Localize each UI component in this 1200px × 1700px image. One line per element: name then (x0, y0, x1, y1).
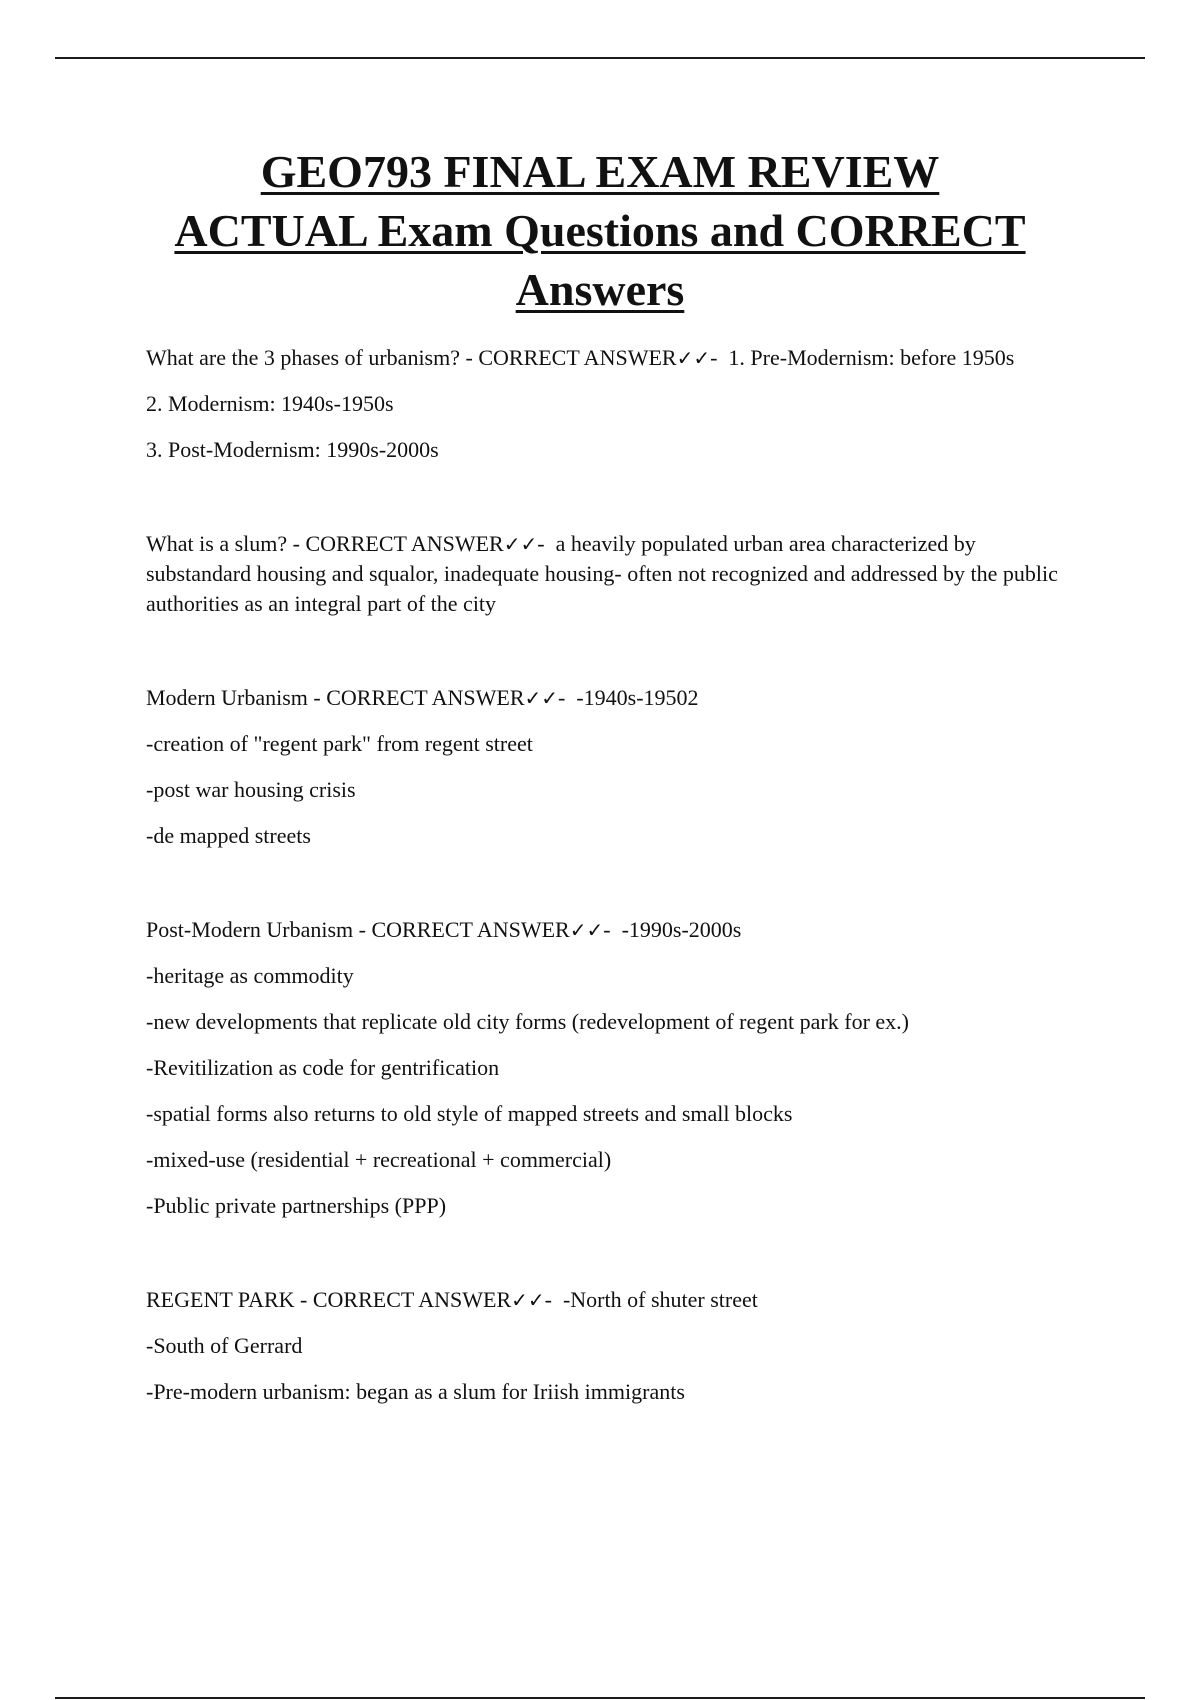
check-icon: ✓✓ (569, 918, 604, 942)
question-text: What are the 3 phases of urbanism? (146, 345, 460, 370)
question-line: What is a slum? - CORRECT ANSWER✓✓- a heavily populated urban area characterized by substandard housing and squalor, inadequate housing- often not recognized and addressed by the public authorities as an integral part of the city (146, 531, 1058, 616)
answer-text: -1940s-19502 (576, 685, 699, 710)
answer-line: -new developments that replicate old city forms (redevelopment of regent park for ex.) (146, 1009, 909, 1034)
document-title (100, 142, 1100, 319)
question-line: Post-Modern Urbanism - CORRECT ANSWER✓✓- -1990s-2000s (146, 917, 742, 942)
qa-item (146, 343, 1076, 465)
qa-item (146, 529, 1076, 619)
question-line: Modern Urbanism - CORRECT ANSWER✓✓- -1940s-19502 (146, 685, 699, 710)
answer-line: -Pre-modern urbanism: began as a slum for Iriish immigrants (146, 1379, 685, 1404)
answer-text: a heavily populated urban area characterized by substandard housing and squalor, inadequate housing- often not recognized and addressed by the public authorities as an integral part of the city (146, 531, 1058, 616)
question-line: What are the 3 phases of urbanism? - CORRECT ANSWER✓✓- 1. Pre-Modernism: before 1950s (146, 345, 1015, 370)
answer-line: 3. Post-Modernism: 1990s-2000s (146, 437, 439, 462)
answer-text: -1990s-2000s (621, 917, 742, 942)
answer-line: -de mapped streets (146, 823, 311, 848)
answer-line: -Revitilization as code for gentrification (146, 1055, 500, 1080)
answer-marker: CORRECT ANSWER (312, 1287, 512, 1312)
title-line-2: ACTUAL Exam Questions and CORRECT (174, 205, 1026, 256)
top-rule (55, 57, 1145, 59)
qa-item (146, 1285, 1076, 1407)
check-icon: ✓✓ (503, 532, 538, 556)
answer-line: -Public private partnerships (PPP) (146, 1193, 447, 1218)
answer-marker: CORRECT ANSWER (478, 345, 677, 370)
qa-item (146, 915, 1076, 1221)
qa-list (146, 343, 1076, 1471)
check-icon: ✓✓ (676, 346, 711, 370)
question-text: Modern Urbanism (146, 685, 308, 710)
question-text: What is a slum? (146, 531, 288, 556)
answer-line: -heritage as commodity (146, 963, 354, 988)
question-text: REGENT PARK (146, 1287, 295, 1312)
answer-line: -mixed-use (residential + recreational + commercial) (146, 1147, 612, 1172)
answer-line: -South of Gerrard (146, 1333, 303, 1358)
check-icon: ✓✓ (511, 1288, 545, 1312)
answer-marker: CORRECT ANSWER (305, 531, 504, 556)
question-text: Post-Modern Urbanism (146, 917, 354, 942)
answer-line: 2. Modernism: 1940s-1950s (146, 391, 394, 416)
answer-marker: CORRECT ANSWER (326, 685, 525, 710)
bottom-rule (55, 1697, 1145, 1699)
answer-line: -creation of "regent park" from regent street (146, 731, 533, 756)
title-line-3: Answers (515, 264, 685, 315)
title-line-1: GEO793 FINAL EXAM REVIEW (260, 146, 940, 197)
answer-text: 1. Pre-Modernism: before 1950s (728, 345, 1015, 370)
question-line: REGENT PARK - CORRECT ANSWER✓✓- -North of shuter street (146, 1287, 758, 1312)
check-icon: ✓✓ (524, 686, 559, 710)
qa-item (146, 683, 1076, 851)
answer-line: -spatial forms also returns to old style of mapped streets and small blocks (146, 1101, 793, 1126)
answer-line: -post war housing crisis (146, 777, 356, 802)
answer-marker: CORRECT ANSWER (371, 917, 570, 942)
answer-text: -North of shuter street (562, 1287, 758, 1312)
